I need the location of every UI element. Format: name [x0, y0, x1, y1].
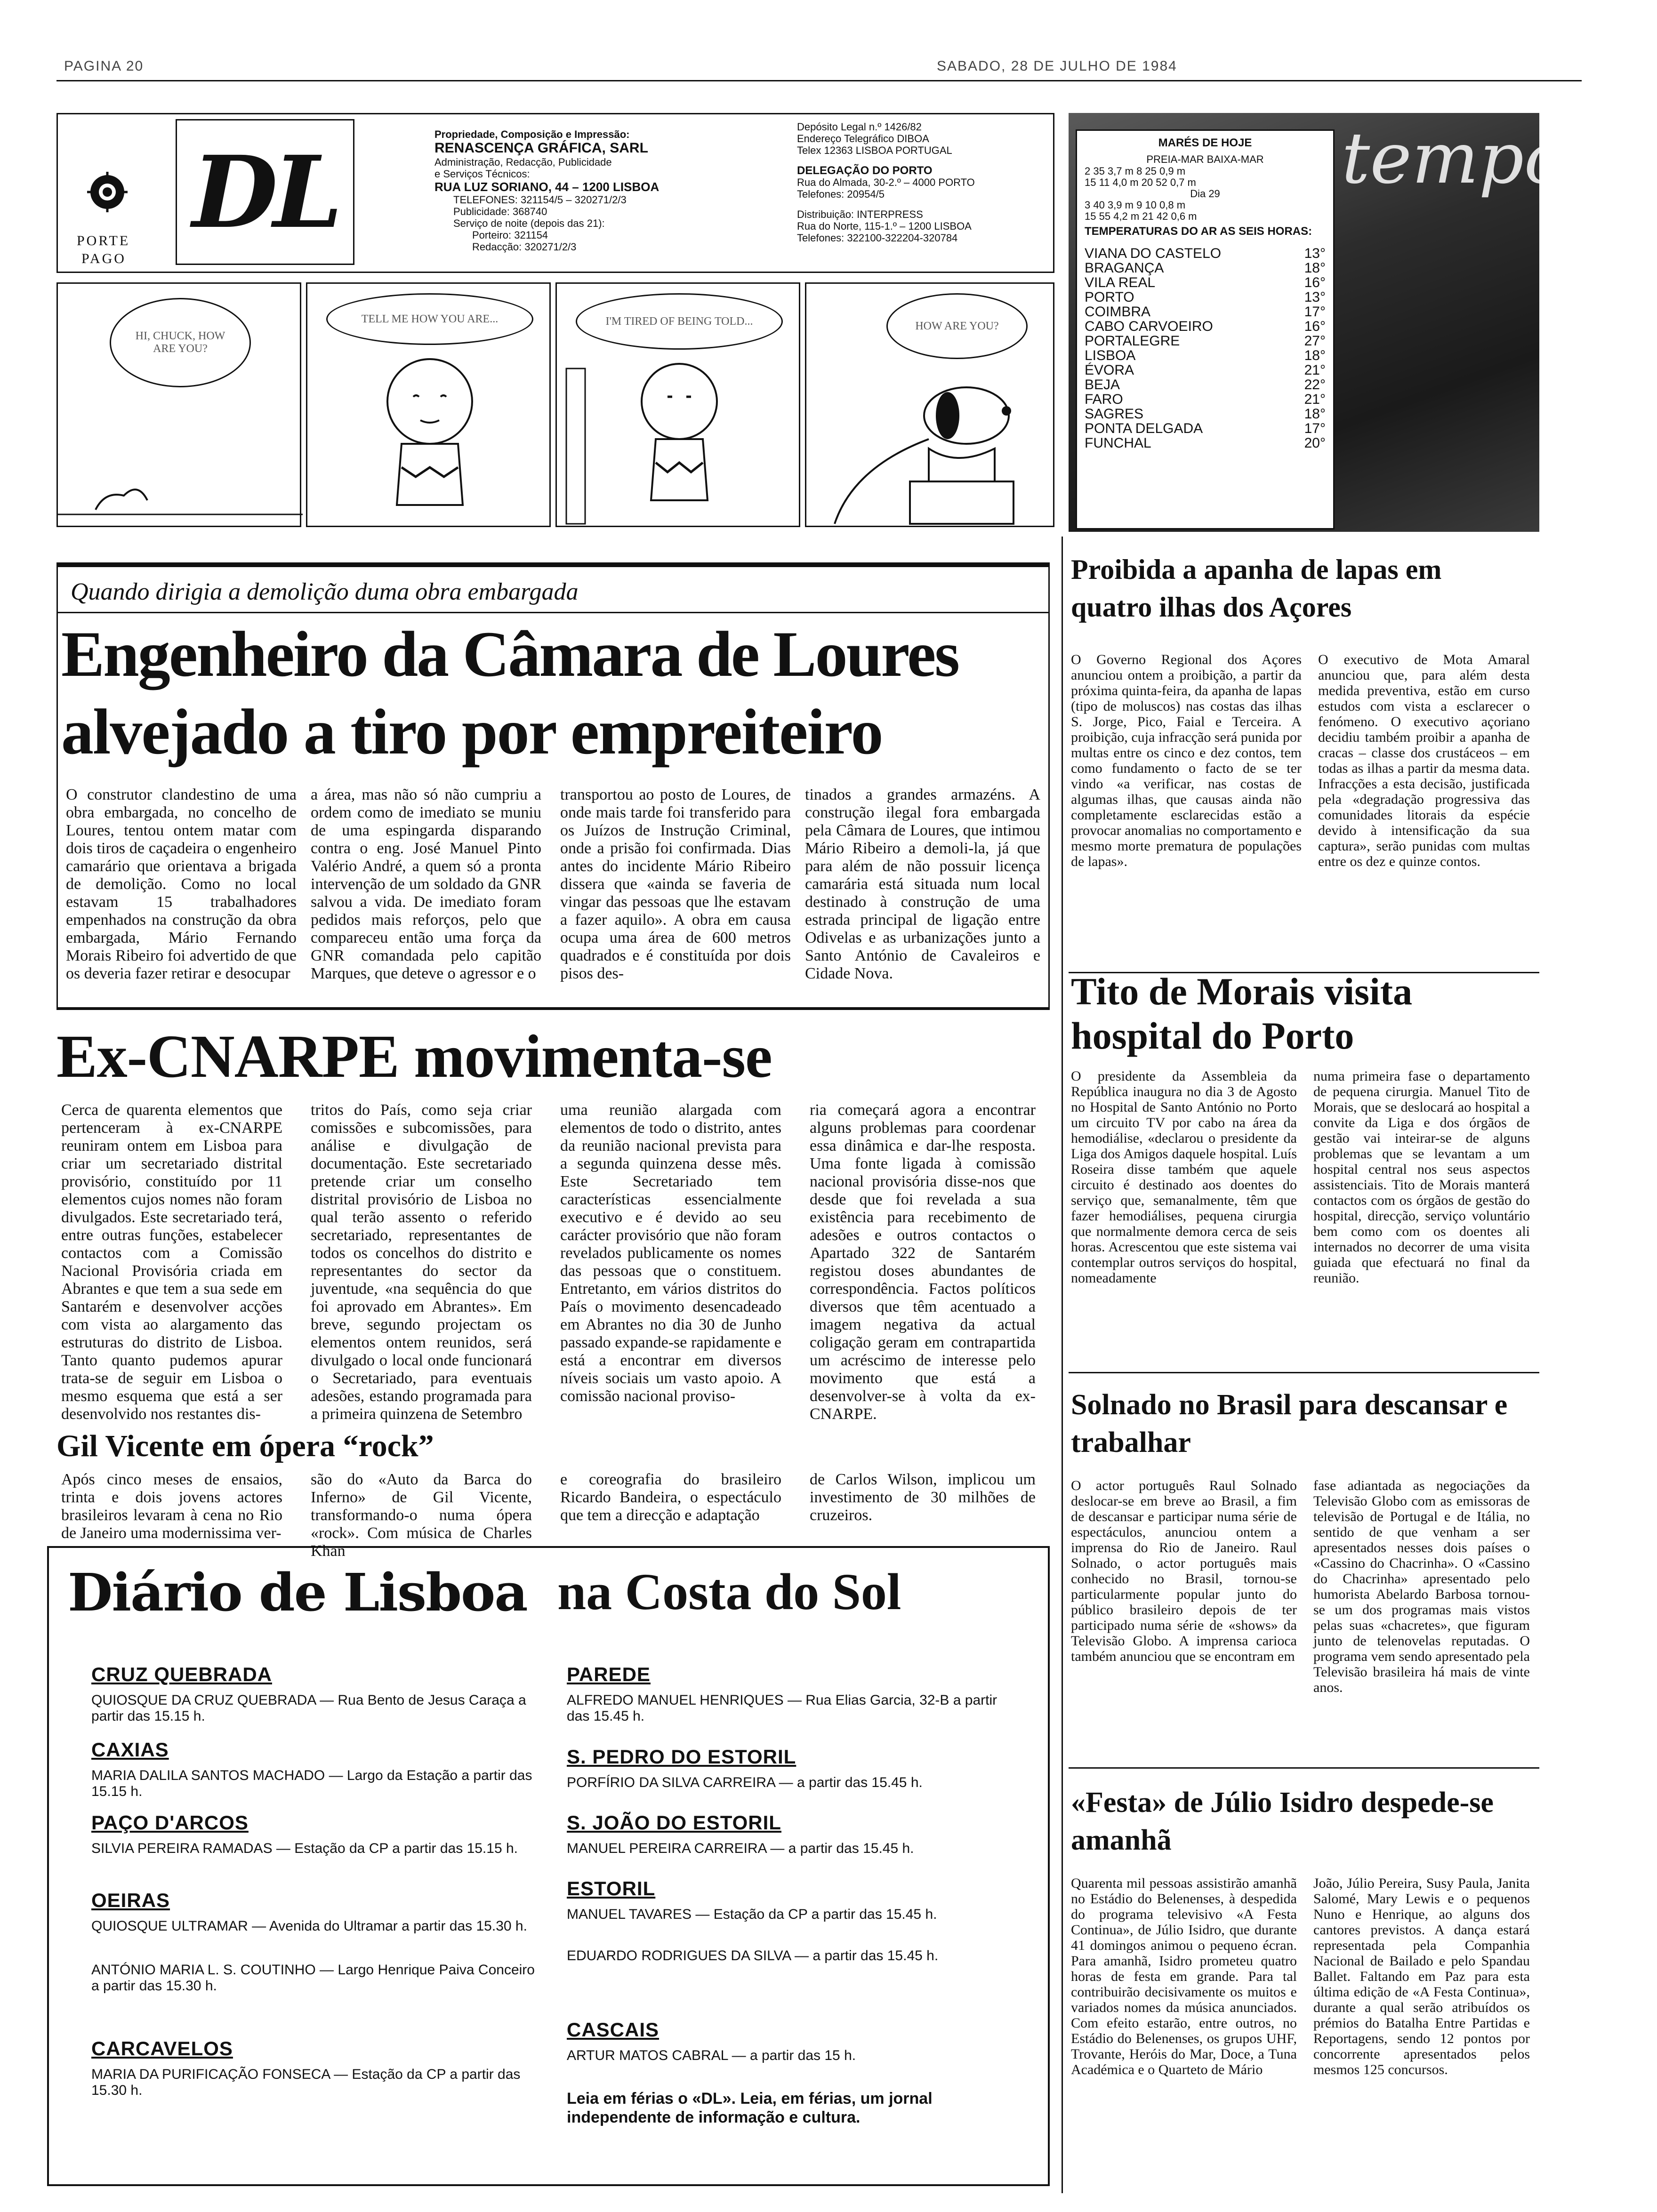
gil-text-4: de Carlos Wilson, implicou um investimento de 30 milhões de cruzeiros.	[810, 1471, 1036, 1524]
comic-panel-2	[306, 282, 551, 527]
page-number: PAGINA 20	[64, 58, 144, 74]
temp-city: BEJA	[1085, 377, 1120, 393]
temp-row	[1085, 305, 1326, 319]
temp-row	[1085, 290, 1326, 305]
costa-footer: Leia em férias o «DL». Leia, em férias, um jornal independente de informação e cultura.	[567, 2090, 933, 2126]
temp-row	[1085, 261, 1326, 275]
lead-kicker: Quando dirigia a demolição duma obra embargada	[71, 578, 579, 605]
solnado-col-1	[1071, 1478, 1297, 1765]
temp-city: COIMBRA	[1085, 304, 1151, 320]
temp-row	[1085, 377, 1326, 392]
gil-col-4	[810, 1471, 1036, 1546]
temp-city: FUNCHAL	[1085, 435, 1151, 451]
gil-col-2	[311, 1471, 532, 1560]
tel-line-2: Publicidade: 368740	[453, 206, 547, 217]
costa-title-b: na Costa do Sol	[557, 1563, 901, 1620]
temp-city: BRAGANÇA	[1085, 260, 1164, 276]
speech-bubble	[576, 293, 783, 350]
lead-bottom-rule	[56, 1007, 1050, 1010]
costa-vendor: ANTÓNIO MARIA L. S. COUTINHO — Largo Henrique Paiva Conceiro a partir das 15.30 h.	[91, 1962, 535, 1994]
costa-vendor: MARIA DALILA SANTOS MACHADO — Largo da Estação a partir das 15.15 h.	[91, 1768, 532, 1799]
festa-headline: «Festa» de Júlio Isidro despede-se amanhã	[1071, 1787, 1494, 1856]
cnarpe-text-4: ria começará agora a encontrar alguns problemas para coordenar essa dinâmica e dar-lhe resposta. Uma fonte ligada à comissão nacional provisória disse-nos que desde que foi revelada a sua existência para recebimento de adesões e outros contactos o Apartado 322 de Santarém registou doses abundantes de correspondência. Factos políticos diversos que têm acentuado a imagem negativa da actual coligação geram em contrapartida um acréscimo de interesse pelo movimento que está a desenvolver-se à volta da ex-CNARPE.	[810, 1101, 1036, 1423]
comic-panel-4	[805, 282, 1054, 527]
costa-place-name: PAÇO D'ARCOS	[91, 1811, 249, 1834]
costa-place-name: CARCAVELOS	[91, 2037, 233, 2060]
temp-value: 17°	[1304, 304, 1326, 320]
tempo-title: tempo	[1342, 118, 1567, 200]
tito-headline: Tito de Morais visita hospital do Porto	[1071, 970, 1413, 1057]
temp-city: ÉVORA	[1085, 362, 1134, 378]
dl-logo	[176, 119, 354, 265]
temps-title: TEMPERATURAS DO AR AS SEIS HORAS:	[1085, 225, 1312, 238]
temp-row	[1085, 436, 1326, 450]
address-line: RUA LUZ SORIANO, 44 – 1200 LISBOA	[434, 180, 660, 194]
lead-col-4	[805, 786, 1040, 984]
tide-row: 2 35 3,7 m 8 25 0,9 m	[1085, 165, 1186, 177]
costa-ad-box	[47, 1546, 1050, 2186]
masthead-company-block	[434, 128, 698, 253]
tel-line-3: Serviço de noite (depois das 21):	[453, 217, 605, 229]
temp-city: VIANA DO CASTELO	[1085, 246, 1222, 261]
seal-icon	[86, 171, 129, 213]
temp-value: 27°	[1304, 333, 1326, 349]
lead-right-rule	[1048, 562, 1050, 1010]
speech-bubble	[110, 298, 251, 387]
owner-line: Propriedade, Composição e Impressão:	[434, 128, 630, 140]
costa-vendor: MANUEL PEREIRA CARREIRA — a partir das 15.45 h.	[567, 1841, 914, 1856]
cnarpe-text-3: uma reunião alargada com elementos de todo o distrito, antes da reunião nacional prevista para a segunda quinzena desse mês. Este Secretariado tem características essencialmente executivo e é devido ao seu carácter provisório que não foram revelados publicamente os nomes das pessoas que o constituem. Entretanto, em vários distritos do País o movimento desencadeado em Abrantes no dia 30 de Junho passado expande-se rapidamente e está a encontrar em diversos níveis sociais um vasto apoio. A comissão nacional proviso-	[560, 1101, 781, 1405]
bubble-text: HI, CHUCK, HOW ARE YOU?	[135, 330, 225, 355]
cnarpe-headline: Ex-CNARPE movimenta-se	[56, 1023, 772, 1090]
temp-value: 18°	[1304, 406, 1326, 422]
temp-row	[1085, 407, 1326, 421]
temp-city: SAGRES	[1085, 406, 1144, 422]
costa-place-name: CAXIAS	[91, 1739, 169, 1761]
temp-value: 16°	[1304, 319, 1326, 334]
tel-line-5: Redacção: 320271/2/3	[472, 241, 577, 253]
distrib-tel: Telefones: 322100-322204-320784	[797, 232, 958, 244]
temp-city: PORTO	[1085, 289, 1134, 305]
company-name: RENASCENÇA GRÁFICA, SARL	[434, 140, 648, 156]
cnarpe-text-2: tritos do País, como seja criar comissões e subcomissões, para análise e divulgação de documentação. Este secretariado pretende criar um conselho distrital provisório de Lisboa no qual terão assento o referido secretariado, representantes de todos os concelhos do distrito e representantes do sector da juventude, «na sequência do que foi aprovado em Abrantes». Em breve, segundo projectam os elementos ontem reunidos, será divulgado o local onde funcionará o Secretariado, para eventuais adesões, estando programada para a primeira quinzena de Setembro	[311, 1101, 532, 1423]
costa-vendor: ARTUR MATOS CABRAL — a partir das 15 h.	[567, 2048, 856, 2063]
distrib-address: Rua do Norte, 115-1.º – 1200 LISBOA	[797, 220, 972, 232]
lapas-col-1	[1071, 652, 1302, 958]
masthead-box	[56, 113, 1054, 273]
tide-row: 15 55 4,2 m 21 42 0,6 m	[1085, 210, 1197, 222]
lapas-text-1: O Governo Regional dos Açores anunciou ontem a proibição, a partir da próxima quinta-feira, da apanha de lapas (tipo de moluscos) nas costas das ilhas S. Jorge, Pico, Faial e Terceira. A proibição, cuja infracção será punida por multas entre os cinco e dez contos, tem como fundamento o facto de se ter vindo «a verificar, nas costas de algumas ilhas, que causas ainda não completamente esclarecidas estão a provocar anomalias no comportamento e mesmo morte prematura de populações de lapas».	[1071, 652, 1302, 869]
charlie-brown-figure	[557, 350, 802, 529]
costa-place-name: ESTORIL	[567, 1877, 656, 1899]
speech-bubble	[886, 293, 1028, 359]
gil-text-2: são do «Auto da Barca do Inferno» de Gil Vicente, transformando-o numa ópera «rock». Com música de Charles Khan	[311, 1471, 532, 1560]
tito-text-1: O presidente da Assembleia da República inaugura no dia 3 de Agosto no Hospital de Santo António no Porto um circuito TV por cabo na área da hemodiálise, «declarou o presidente da Liga dos Amigos daquele hospital. Luís Roseira disse também que aquele circuito é destinado aos doentes do serviço que, semanalmente, têm que fazer hemodiálises, pequena cirurgia que normalmente demora cerca de seis horas. Acrescentou que este sistema vai contemplar outros serviços do hospital, nomeadamente	[1071, 1068, 1297, 1286]
costa-title-a: Diário de Lisboa	[68, 1562, 527, 1623]
tito-col-2	[1313, 1068, 1530, 1360]
telegraph-line: Endereço Telegráfico DIBOA	[797, 133, 929, 144]
lapas-headline: Proibida a apanha de lapas em quatro ilhas dos Açores	[1071, 554, 1442, 623]
legal-line: Depósito Legal n.º 1426/82	[797, 121, 922, 133]
temp-value: 13°	[1304, 289, 1326, 305]
cnarpe-text-1: Cerca de quarenta elementos que pertenceram à ex-CNARPE reuniram ontem em Lisboa para criar um secretariado distrital provisório, constituído por 11 elementos cujos nomes não foram divulgados. Este secretariado terá, entre outras funções, estabelecer contactos com a Comissão Nacional Provisória criada em Abrantes e que tem a sua sede em Santarém e desenvolver acções com vista ao alargamento das estruturas do distrito de Lisboa. Tanto quanto pudemos apurar trata-se de seguir em Lisboa o mesmo esquema que está a ser desenvolvido nos restantes dis-	[61, 1101, 282, 1423]
temp-row	[1085, 421, 1326, 436]
distrib-line: Distribuição: INTERPRESS	[797, 208, 923, 220]
weather-box	[1076, 129, 1335, 529]
porte-label: PORTE	[77, 233, 130, 248]
solnado-rule	[1069, 1767, 1539, 1769]
lead-kicker-rule	[56, 612, 1050, 613]
lead-col-3	[560, 786, 791, 984]
temp-value: 17°	[1304, 421, 1326, 436]
lead-left-rule	[56, 562, 58, 1010]
lapas-text-2: O executivo de Mota Amaral anunciou que, para além desta medida preventiva, estão em curso estudos com vista a esclarecer o fenómeno. O executivo açoriano decidiu também proibir a apanha de cracas – classe dos crustáceos – em todas as ilhas a partir da mesma data. Infracções a esta decisão, justificada pela «degradação progressiva das comunidades litorais da espécie devido à intensificação da sua captura», serão punidas com multas entre os dez e quinze contos.	[1318, 652, 1530, 869]
temps-list	[1085, 246, 1326, 450]
tel-line-1: TELEFONES: 321154/5 – 320271/2/3	[453, 194, 627, 206]
speech-bubble	[326, 293, 533, 345]
temp-row	[1085, 246, 1326, 261]
gil-col-3	[560, 1471, 781, 1546]
costa-place-name: S. PEDRO DO ESTORIL	[567, 1746, 796, 1768]
temp-city: LISBOA	[1085, 348, 1136, 363]
lead-text-2: a área, mas não só não cumpriu a ordem como de imediato se muniu de uma espingarda disparando contra o eng. José Manuel Pinto Valério André, a quem só a pronta intervenção de um soldado da GNR salvou a vida. De imediato foram pedidos mais reforços, pelo que compareceu então uma força da GNR comandada pelo capitão Marques, que deteve o agressor e o	[311, 786, 541, 982]
header-rule	[56, 80, 1582, 81]
tito-rule	[1069, 1372, 1539, 1373]
cnarpe-col-1	[61, 1101, 282, 1421]
gil-headline: Gil Vicente em ópera “rock”	[56, 1429, 434, 1463]
costa-vendor: MARIA DA PURIFICAÇÃO FONSECA — Estação da CP a partir das 15.30 h.	[91, 2067, 521, 2098]
costa-place-name: PAREDE	[567, 1663, 651, 1685]
lapas-col-2	[1318, 652, 1530, 958]
lead-headline-2: alvejado a tiro por empreiteiro	[61, 696, 883, 768]
snoopy-figure	[806, 359, 1056, 529]
bubble-text: I'M TIRED OF BEING TOLD...	[605, 315, 753, 328]
temp-value: 13°	[1304, 246, 1326, 261]
costa-vendor: ALFREDO MANUEL HENRIQUES — Rua Elias Garcia, 32-B a partir das 15.45 h.	[567, 1692, 997, 1724]
tel-line-4: Porteiro: 321154	[472, 229, 548, 241]
lead-text-4: tinados a grandes armazéns. A construção ilegal fora embargada pela Câmara de Loures, que intimou Mário Ribeiro a demoli-la, já que para além de não possuir licença camarária está situada num local destinado à construção de uma estrada principal de ligação entre Odivelas e as urbanizações junto a Santo António de Cavaleiros e Cidade Nova.	[805, 786, 1040, 982]
temp-city: CABO CARVOEIRO	[1085, 319, 1213, 334]
tito-col-1	[1071, 1068, 1297, 1360]
festa-text-2: João, Júlio Pereira, Susy Paula, Janita Salomé, Mary Lewis e o pequenos Nuno e Henrique, ao alguns dos cantores previstos. A dança estará representada pela Companhia Nacional de Bailado e pelo Spandau Ballet. Faltando em Paz para esta última edição de «A Festa Continua», durante a qual serão atribuídos os prémios do Batalha Entre Partidas e Reportagens, sendo 12 pontos por concorrente apresentados pelos mesmos 125 concursos.	[1313, 1875, 1530, 2077]
temp-value: 21°	[1304, 392, 1326, 407]
gil-col-1	[61, 1471, 282, 1546]
festa-col-1	[1071, 1875, 1297, 2196]
solnado-text-2: fase adiantada as negociações da Televisão Globo com as emissoras de televisão de Portugal e de Itália, no sentido de que venham a ser apresentados nesses dois países o «Cassino do Chacrinha». O «Cassino do Chacrinha» apresentado pelo humorista Abelardo Barbosa tornou-se um dos programas mais vistos pelas suas «chacretes», que figuram junto de telenovelas reputadas. O programa vem sendo apresentado pela Televisão brasileira há mais de vinte anos.	[1313, 1478, 1530, 1695]
tide-row: 15 11 4,0 m 20 52 0,7 m	[1085, 176, 1196, 188]
temp-row	[1085, 348, 1326, 363]
cnarpe-col-3	[560, 1101, 781, 1421]
temp-city: FARO	[1085, 392, 1123, 407]
admin-line-2: e Serviços Técnicos:	[434, 168, 530, 180]
charlie-brown-figure	[307, 350, 552, 529]
costa-vendor: QUIOSQUE ULTRAMAR — Avenida do Ultramar a partir das 15.30 h.	[91, 1918, 527, 1934]
costa-vendor: EDUARDO RODRIGUES DA SILVA — a partir das 15.45 h.	[567, 1948, 939, 1964]
telex-line: Telex 12363 LISBOA PORTUGAL	[797, 144, 952, 156]
temp-row	[1085, 334, 1326, 348]
temp-row	[1085, 319, 1326, 334]
porto-address: Rua do Almada, 30-2.º – 4000 PORTO	[797, 176, 975, 188]
comic-scene-1	[58, 397, 303, 529]
bubble-text: TELL ME HOW YOU ARE...	[361, 313, 499, 325]
bubble-text: HOW ARE YOU?	[915, 320, 999, 332]
cnarpe-col-2	[311, 1101, 532, 1421]
temp-value: 18°	[1304, 348, 1326, 363]
tides-title: MARÉS DE HOJE	[1158, 136, 1252, 149]
tide-row: 3 40 3,9 m 9 10 0,8 m	[1085, 199, 1186, 211]
tito-text-2: numa primeira fase o departamento de pequena cirurgia. Manuel Tito de Morais, que se deslocará ao hospital a convite da Liga e dos órgãos de gestão vai inteirar-se de alguns problemas que se levantam a um hospital central nos seus aspectos assistenciais. Tito de Morais manterá contactos com os órgãos de gestão do hospital, direcção, serviço voluntário bem como com os doentes ali internados no decorrer de uma visita guiada que efectuará no final da reunião.	[1313, 1068, 1530, 1286]
costa-place-name: S. JOÃO DO ESTORIL	[567, 1811, 781, 1834]
costa-vendor: PORFÍRIO DA SILVA CARREIRA — a partir das 15.45 h.	[567, 1775, 923, 1790]
comic-panel-1	[56, 282, 301, 527]
lead-text-1: O construtor clandestino de uma obra embargada, no concelho de Loures, tentou ontem matar com dois tiros de caçadeira o engenheiro camarário que orientava a brigada de demolição. Como no local estavam 15 trabalhadores empenhados na construção da obra embargada, Mário Fernando Morais Ribeiro foi advertido de que os deveria fazer retirar e desocupar	[66, 786, 297, 982]
tides-head: PREIA-MAR BAIXA-MAR	[1146, 153, 1264, 165]
temp-row	[1085, 392, 1326, 407]
temp-city: PONTA DELGADA	[1085, 421, 1203, 436]
lead-text-3: transportou ao posto de Loures, de onde mais tarde foi transferido para os Juízos de Instrução Criminal, onde a prisão foi confirmada. Dias antes do incidente Mário Ribeiro dissera que «ainda se faveria de vingar das pessoas que lhe estavam a fazer aquilo». A obra em causa ocupa uma área de 600 metros quadrados e é constituída por dois pisos des-	[560, 786, 791, 982]
comic-panel-3	[555, 282, 800, 527]
temp-value: 22°	[1304, 377, 1326, 393]
temp-value: 18°	[1304, 260, 1326, 276]
temp-city: VILA REAL	[1085, 275, 1156, 290]
gil-text-1: Após cinco meses de ensaios, trinta e dois jovens actores brasileiros levaram à cena no Rio de Janeiro uma modernissima ver-	[61, 1471, 282, 1542]
costa-vendor: QUIOSQUE DA CRUZ QUEBRADA — Rua Bento de Jesus Caraça a partir das 15.15 h.	[91, 1692, 526, 1724]
solnado-col-2	[1313, 1478, 1530, 1765]
admin-line-1: Administração, Redacção, Publicidade	[434, 156, 612, 168]
lead-headline-1: Engenheiro da Câmara de Loures	[61, 618, 959, 690]
temp-row	[1085, 363, 1326, 377]
temp-value: 16°	[1304, 275, 1326, 290]
masthead-legal-block	[797, 121, 1042, 244]
festa-text-1: Quarenta mil pessoas assistirão amanhã no Estádio do Belenenses, à despedida do programa televisivo «A Festa Continua», de Júlio Isidro, que durante 41 domingos animou o pequeno écran. Para amanhã, Isidro prometeu quatro horas de festa em grande. Para tal contribuirão decisivamente os muitos e variados nomes da música anunciados. Com efeito estarão, entre outros, no Estádio do Belenenses, os grupos UHF, Trovante, Heróis do Mar, Doce, a Tuna Académica e o Quarteto de Mário	[1071, 1875, 1297, 2077]
costa-place-name: CRUZ QUEBRADA	[91, 1663, 272, 1685]
temp-value: 20°	[1304, 435, 1326, 451]
lead-col-1	[66, 786, 297, 984]
porto-title: DELEGAÇÃO DO PORTO	[797, 164, 933, 177]
temp-city: PORTALEGRE	[1085, 333, 1180, 349]
page-date: SABADO, 28 DE JULHO DE 1984	[937, 58, 1177, 74]
temp-row	[1085, 275, 1326, 290]
solnado-headline: Solnado no Brasil para descansar e trabalhar	[1071, 1389, 1508, 1459]
temp-value: 21°	[1304, 362, 1326, 378]
lead-top-rule	[56, 562, 1050, 567]
cnarpe-col-4	[810, 1101, 1036, 1421]
solnado-text-1: O actor português Raul Solnado deslocar-se em breve ao Brasil, a fim de descansar e participar numa série de espectáculos, anunciou ontem a imprensa do Rio de Janeiro. Raul Solnado, o actor português mais conhecido no Brasil, tornou-se particularmente popular junto do público brasileiro depois de ter participado numa série de «shows» da Televisão Globo. A imprensa carioca também anunciou que se encontram em	[1071, 1478, 1297, 1664]
pago-label: PAGO	[81, 251, 126, 266]
costa-place-name: CASCAIS	[567, 2019, 660, 2041]
gil-text-3: e coreografia do brasileiro Ricardo Bandeira, o espectáculo que tem a direcção e adaptação	[560, 1471, 781, 1524]
costa-vendor: SILVIA PEREIRA RAMADAS — Estação da CP a partir das 15.15 h.	[91, 1841, 518, 1856]
dl-logo-text: DL	[192, 134, 338, 250]
costa-place-name: OEIRAS	[91, 1889, 170, 1911]
costa-vendor: MANUEL TAVARES — Estação da CP a partir das 15.45 h.	[567, 1907, 937, 1922]
lead-col-2	[311, 786, 541, 984]
porto-tel: Telefones: 20954/5	[797, 188, 885, 200]
right-column-rule	[1062, 537, 1063, 2193]
tide-row: Dia 29	[1190, 188, 1220, 200]
festa-col-2	[1313, 1875, 1530, 2196]
